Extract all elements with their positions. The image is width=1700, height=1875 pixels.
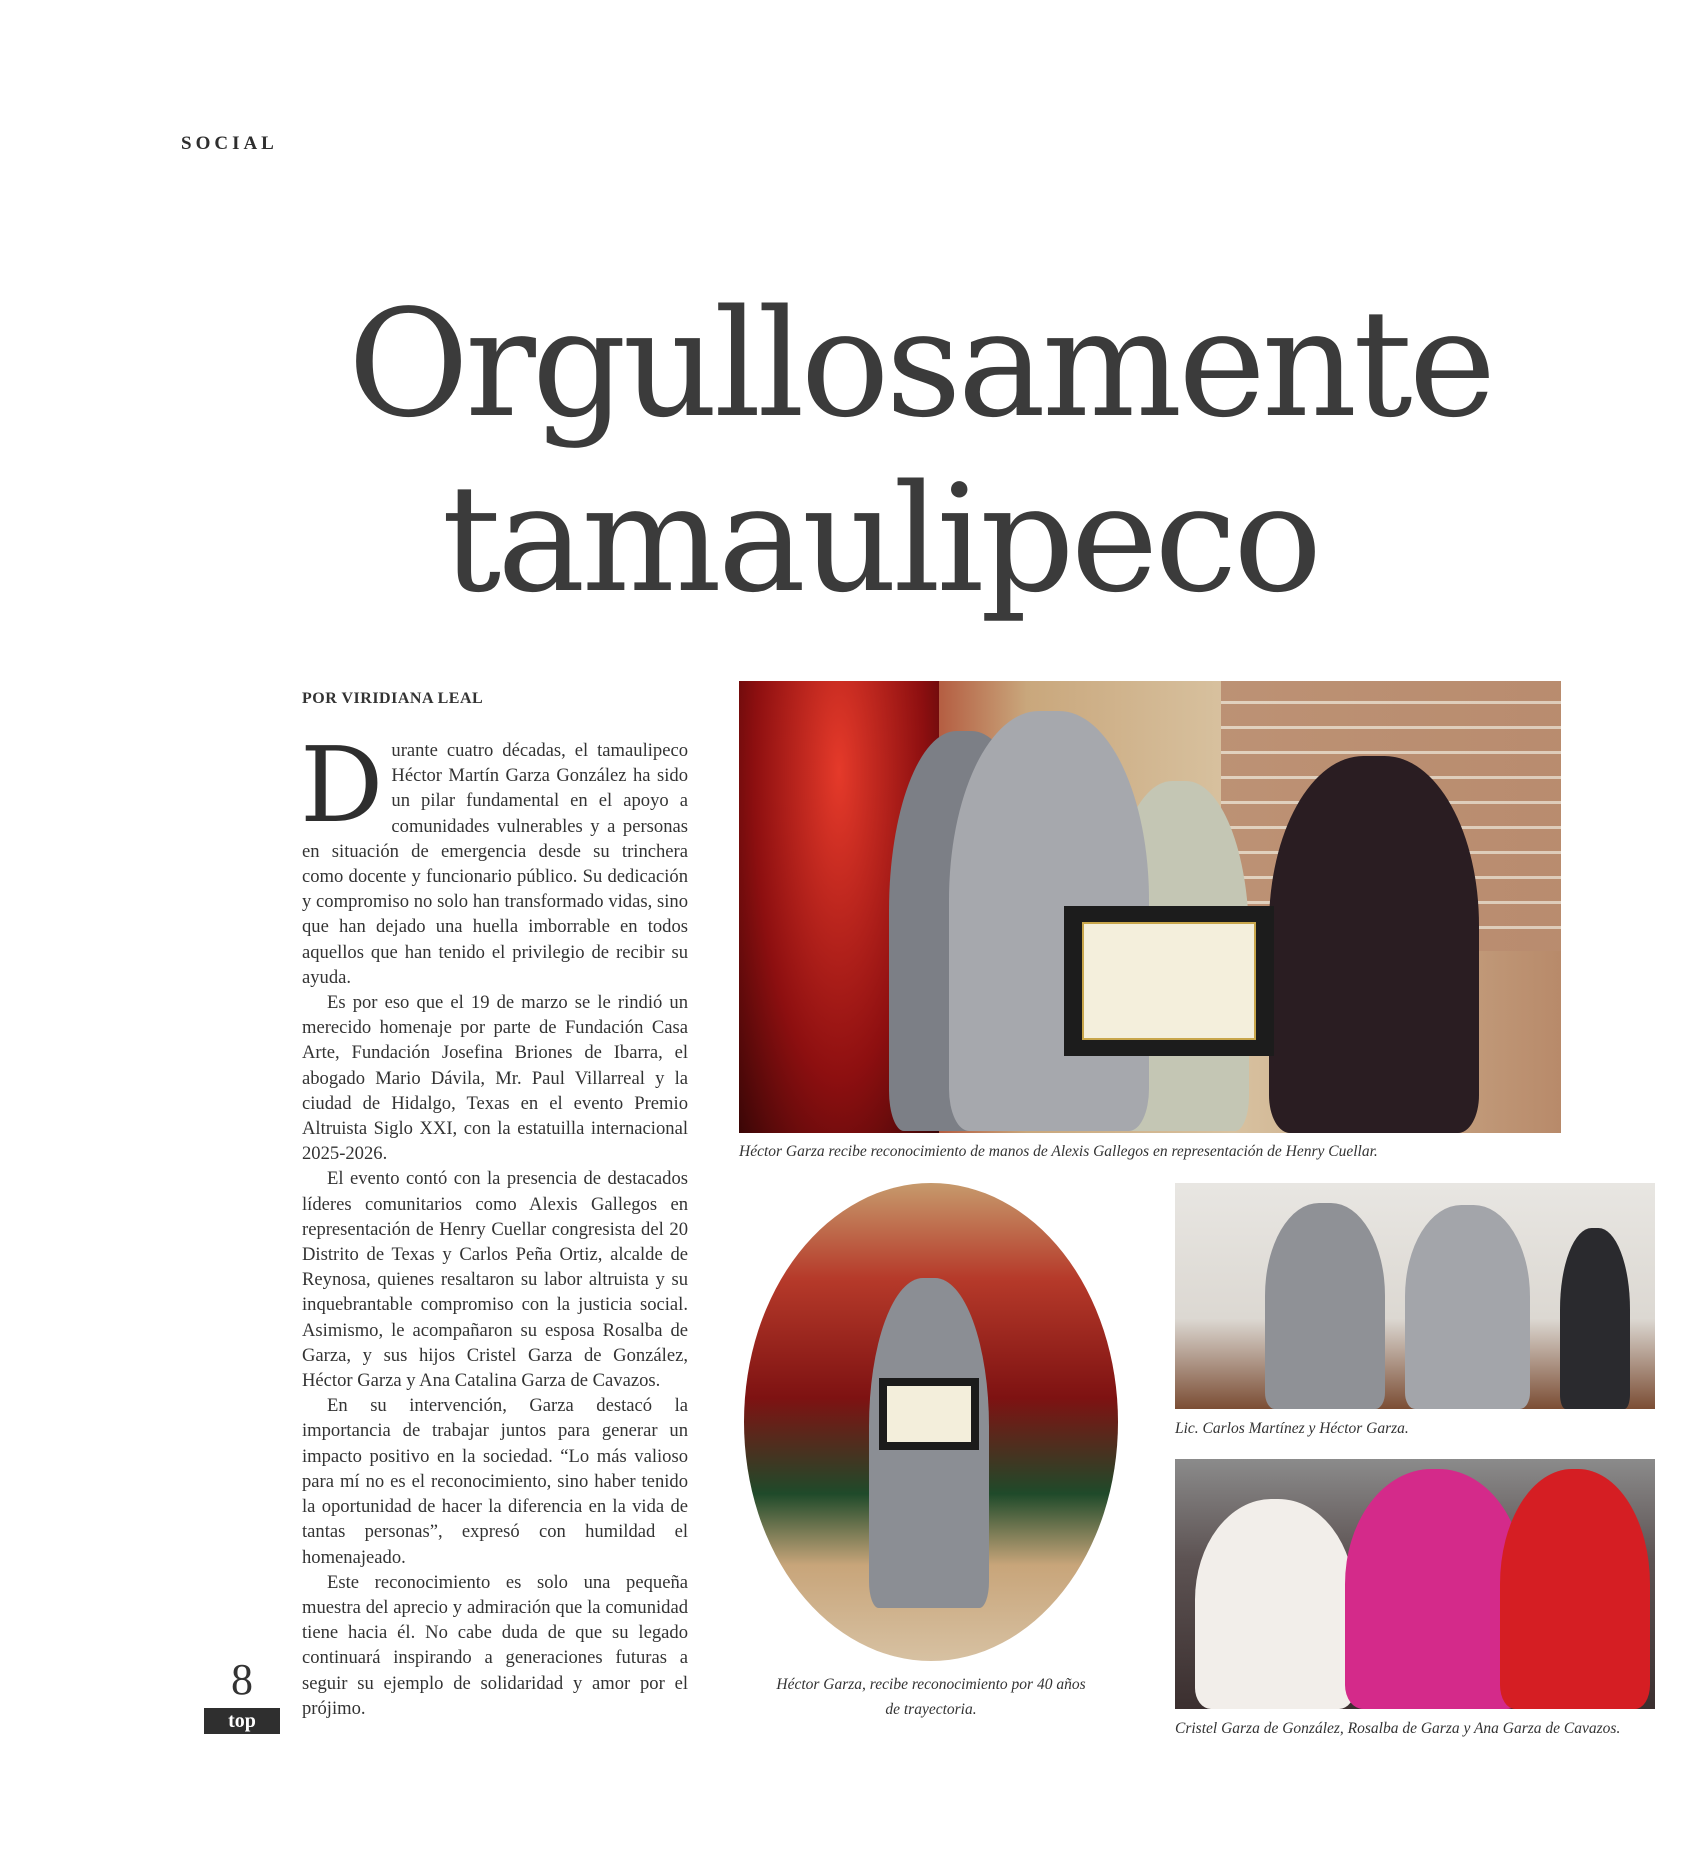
photo-family-women [1175,1459,1655,1709]
photo-martinez-garza [1175,1183,1655,1409]
magazine-tag: top [204,1708,280,1734]
article-paragraph: Durante cuatro décadas, el tamaulipeco Héctor Martín Garza González ha sido un pilar fundamental en el apoyo a comunidades vulnerables y a personas en situación de emergencia desde su trinchera como docente y funcionario público. Su dedicación y compromiso no solo han transformado vidas, sino que han dejado una huella imborrable en todos aquellos que han tenido el privilegio de recibir su ayuda. [300,724,688,988]
photo-award-presentation [739,681,1561,1133]
page-number-block [204,1655,280,1734]
headline-line-2: tamaulipeco [441,453,1319,625]
headline-line-1: Orgullosamente [347,278,1493,450]
caption-photo-3: Lic. Carlos Martínez y Héctor Garza. [1175,1420,1409,1437]
photo-honoree-oval [744,1183,1118,1661]
certificate-frame [1064,906,1274,1056]
drop-cap: D [300,724,384,846]
byline: POR VIRIDIANA LEAL [302,690,484,707]
article-paragraph: En su intervención, Garza destacó la importancia de trabajar juntos para generar un impacto positivo en la sociedad. “Lo más valioso para mí no es el reconocimiento, sino haber tenido la oportunidad de hacer la diferencia en la vida de tantas personas”, expresó con humildad el homenajeado. [302,1395,688,1568]
article-body [300,724,688,1721]
caption-photo-4: Cristel Garza de González, Rosalba de Garza y Ana Garza de Cavazos. [1175,1720,1621,1737]
section-label: SOCIAL [181,133,278,154]
caption-photo-1: Héctor Garza recibe reconocimiento de manos de Alexis Gallegos en representación de Henry Cuellar. [739,1143,1378,1160]
caption-photo-2: Héctor Garza, recibe reconocimiento por 40 años de trayectoria. [776,1676,1086,1718]
article-paragraph: El evento contó con la presencia de destacados líderes comunitarios como Alexis Gallegos en representación de Henry Cuellar congresista del 20 Distrito de Texas y Carlos Peña Ortiz, alcalde de Reynosa, quienes resaltaron su labor altruista y su inquebrantable compromiso con la justicia social. Asimismo, le acompañaron su esposa Rosalba de Garza, y sus hijos Cristel Garza de González, Héctor Garza y Ana Catalina Garza de Cavazos. [302,1168,688,1392]
article-paragraph: Este reconocimiento es solo una pequeña muestra del aprecio y admiración que la comunidad tiene hacia él. No cabe duda de que su legado continuará inspirando a generaciones futuras a seguir su ejemplo de solidaridad y amor por el prójimo. [302,1571,688,1719]
article-paragraph: Es por eso que el 19 de marzo se le rindió un merecido homenaje por parte de Fundación Casa Arte, Fundación Josefina Briones de Ibarra, el abogado Mario Dávila, Mr. Paul Villarreal y la ciudad de Hidalgo, Texas en el evento Premio Altruista Siglo XXI, con la estatuilla internacional 2025-2026. [302,992,688,1165]
page-number: 8 [231,1655,253,1704]
certificate-frame [879,1378,979,1450]
